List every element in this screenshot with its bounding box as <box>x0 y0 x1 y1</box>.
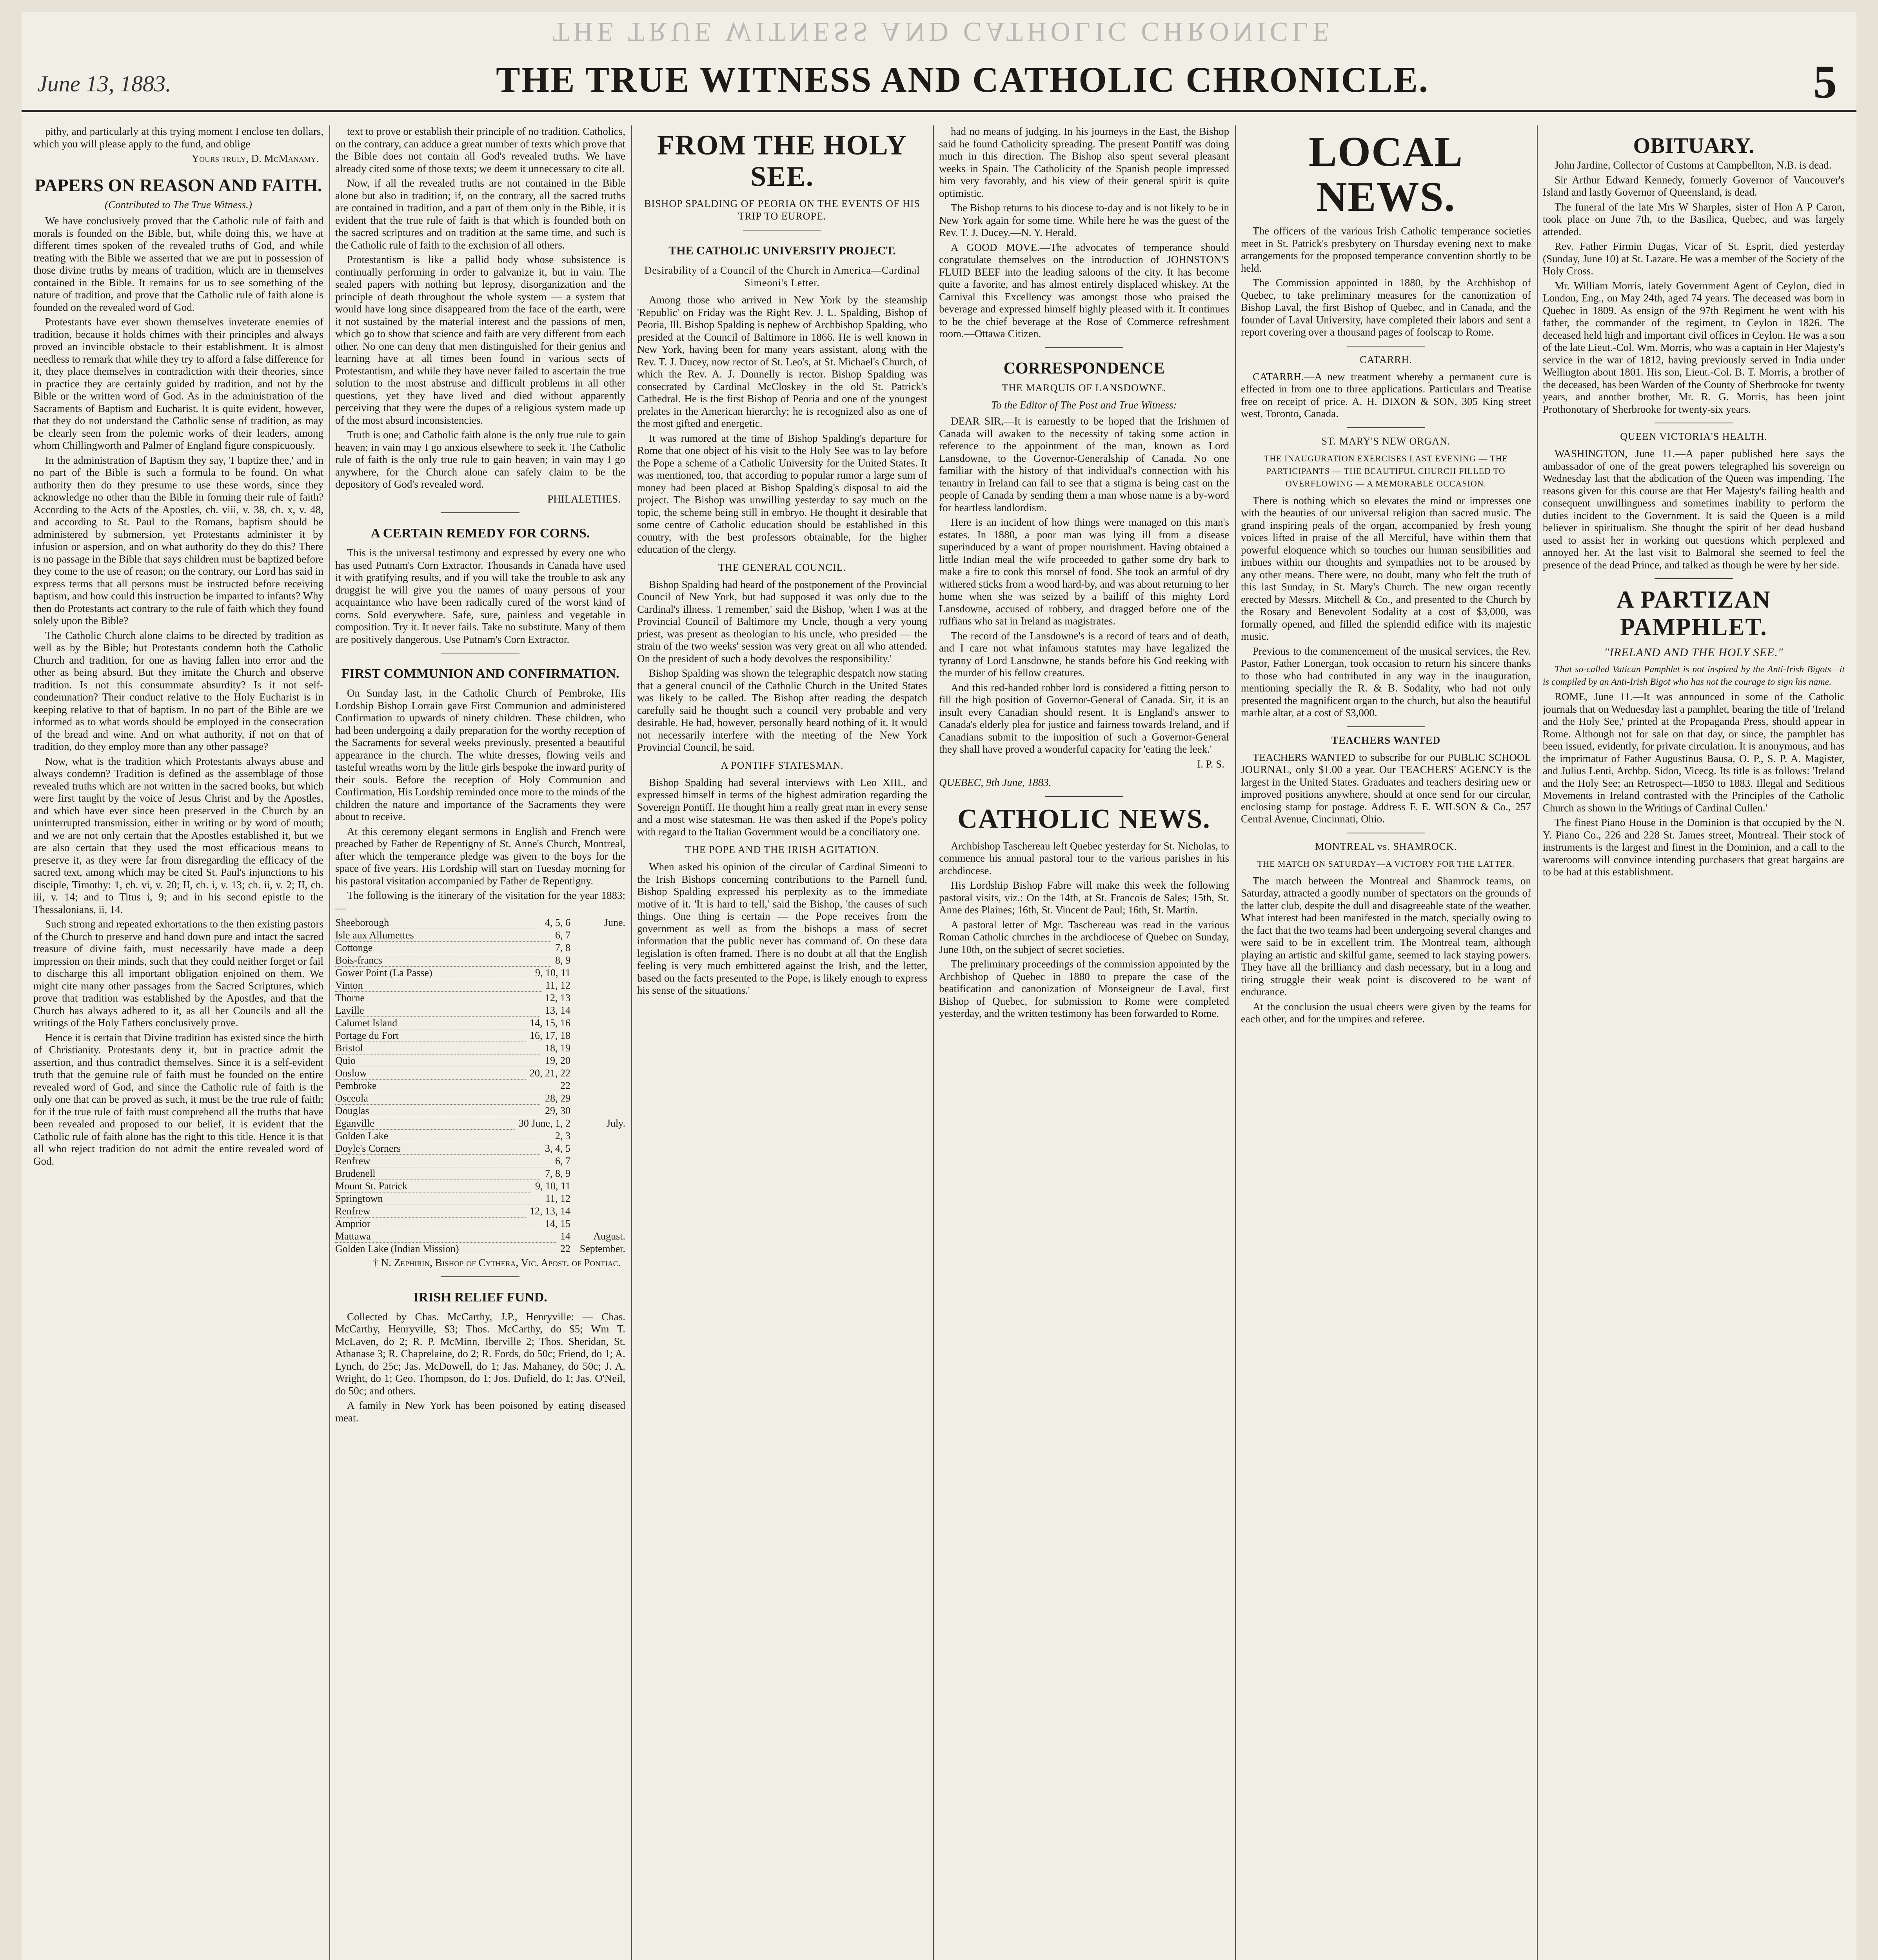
itinerary-month: September. <box>579 1243 625 1254</box>
itinerary-month <box>574 1130 625 1142</box>
article-heading: THE MARQUIS OF LANSDOWNE. <box>1002 382 1166 394</box>
itinerary-place: Isle aux Allumettes <box>335 929 551 942</box>
article-subheading: BISHOP SPALDING OF PEORIA ON THE EVENTS OF HIS TRIP TO EUROPE. <box>644 198 920 222</box>
itinerary-month <box>574 942 625 954</box>
itinerary-dates: 7, 8, 9 <box>545 1168 570 1179</box>
paragraph: The record of the Lansdowne's is a record of tears and of death, and I care not what infamous statutes may have legalized the tyranny of Lord Lansdowne, he stands before his God reeking with the murder of his fellow creatures. <box>939 630 1229 679</box>
paragraph: On Sunday last, in the Catholic Church of Pembroke, His Lordship Bishop Lorrain gave First Communion and administered Confirmation to upwards of ninety children. These children, who had been undergoing a daily preparation for the worthy reception of the Sacraments for several weeks previously, presented a beautiful appearance in the church. The white dresses, flowing veils and tasteful wreaths worn by the little girls bespoke the inward purity of their souls. Before the reception of Holy Communion and Confirmation, His Lordship reminded once more to the minds of the children the nature and importance of the Sacraments they were about to receive. <box>335 687 625 822</box>
paragraph: Rev. Father Firmin Dugas, Vicar of St. Esprit, died yesterday (Sunday, June 10) at St. Lazare. He was a member of the Society of the Holy Cross. <box>1543 240 1845 277</box>
itinerary-month <box>574 1155 625 1167</box>
column-4 <box>939 125 1229 1960</box>
itinerary-dates: 6, 7 <box>555 929 570 941</box>
itinerary-row <box>335 1054 625 1067</box>
itinerary-month <box>574 1167 625 1180</box>
itinerary-row <box>335 916 625 929</box>
paragraph: His Lordship Bishop Fabre will make this week the following pastoral visits, viz.: On the 14th, at St. Francois de Sales; 15th, St. Anne des Plaines; 16th, St. Vincent de Paul; 16th, St. Martin. <box>939 879 1229 916</box>
paragraph: The match between the Montreal and Shamrock teams, on Saturday, attracted a goodly number of spectators on the grounds of the latter club, despite the dull and disagreeable state of the weather. What interest had been manifested in the match, specially owing to the fact that the two teams had been undergoing several changes and were said to be in excellent trim. The Montreal team, although playing an artistic and skilful game, seemed to lack staying powers. They have all the brilliancy and dash necessary, but in a long and tiring struggle their weak point is discovered to be want of endurance. <box>1241 875 1531 998</box>
section-heading: THE CATHOLIC UNIVERSITY PROJECT. <box>668 244 896 257</box>
column-rule <box>329 125 330 1960</box>
itinerary-place: Doyle's Corners <box>335 1142 541 1155</box>
section-subheading: Desirability of a Council of the Church in America—Cardinal Simeoni's Letter. <box>644 265 920 289</box>
itinerary-dates: 4, 5, 6 <box>545 917 570 928</box>
itinerary-month <box>574 979 625 992</box>
paragraph: The officers of the various Irish Catholic temperance societies meet in St. Patrick's presbytery on Thursday evening next to make arrangements for the proposed temperance convention shortly to be held. <box>1241 225 1531 274</box>
itinerary-place: Mount St. Patrick <box>335 1180 531 1192</box>
itinerary-row <box>335 1180 625 1192</box>
paragraph: Hence it is certain that Divine tradition has existed since the birth of Christianity. Protestants deny it, but in practice admit the assertion, and thus contradict themselves. Since it is a self-evident truth that the genuine rule of faith must be founded on the entire revealed word of God, and since the Catholic rule of faith is the only one that can be proved as such, it must be the true rule of faith; for if the true rule of faith must comprehend all the truths that have been revealed and proposed to our belief, it is evident that the Catholic rule of faith alone has the right to this title. Hence it is that all who reject tradition do not admit the entire revealed word of God. <box>33 1031 323 1167</box>
itinerary-dates: 18, 19 <box>545 1042 570 1054</box>
itinerary-month <box>574 1105 625 1117</box>
itinerary-place: Bois-francs <box>335 954 551 967</box>
paragraph: A family in New York has been poisoned by eating diseased meat. <box>335 1399 625 1424</box>
paragraph: In the administration of Baptism they say, 'I baptize thee,' and in no part of the Bible is such a formula to be found. On what authority then do they presume to use these words, since they acknowledge no other than the Bible in forming their rule of faith? According to the Acts of the Apostles, ch. viii, v. 38, ch. x, v. 48, and according to St. Paul to the Romans, baptism should be administered by submersion, yet Protestants administer it by infusion or aspersion, and on what authority do they do this? There is no passage in the Bible that says children must be baptized before they come to the use of reason; on the contrary, our Lord has said in express terms that all persons must be instructed before receiving baptism, and how could this instruction be imparted to infants? Why then do Protestants act contrary to the rule of faith which they found solely upon the Bible? <box>33 454 323 626</box>
itinerary-row <box>335 1092 625 1105</box>
itinerary-row <box>335 954 625 967</box>
itinerary-month <box>574 1067 625 1080</box>
column-3 <box>637 125 927 1960</box>
section-heading: CORRESPONDENCE <box>1003 359 1165 377</box>
itinerary-table <box>335 916 625 1255</box>
column-5 <box>1241 125 1531 1960</box>
paragraph: It was rumored at the time of Bishop Spalding's departure for Rome that one object of his visit to the Holy See was to lay before the Pope a scheme of a Catholic University for the United States. It was mentioned, too, that according to popular rumor a large sum of money had been placed at Bishop Spalding's disposal to aid the project. The Bishop was unwilling yesterday to say much on the topic, the scheme being still in embryo. He thought it desirable that some centre of Catholic education should be established in this country, with the best professors obtainable, for the higher education of the clergy. <box>637 432 927 555</box>
paragraph: DEAR SIR,—It is earnestly to be hoped that the Irishmen of Canada will awaken to the necessity of taking some action in reference to the appointment of the man, known as Lord Lansdowne, to the Governor-Generalship of Canada. No one familiar with the history of that individual's connection with his tenantry in Ireland can fail to see that a stigma is being cast on the people of Canada by sending them a man whose name is a by-word for heartless landlordism. <box>939 415 1229 514</box>
itinerary-place: Thorne <box>335 992 541 1004</box>
paragraph: text to prove or establish their principle of no tradition. Catholics, on the contrary, can adduce a great number of texts which prove that the Bible does not contain all God's revealed truths. We have already cited some of those texts; we deem it unnecessary to cite all. <box>335 125 625 174</box>
itinerary-row <box>335 1243 625 1255</box>
column-rule <box>1235 125 1236 1960</box>
paragraph: ROME, June 11.—It was announced in some of the Catholic journals that on Wednesday last a pamphlet, bearing the title of 'Ireland and the Holy See,' printed at the Propaganda Press, should appear in Rome. Although not for sale on that day, or since, the pamphlet has been issued, evidently, for private circulation. It is anonymous, and has the imprimatur of Father Augustinus Bausa, O. P., S. P. A. Magister, and Julius Lenti, Archbp. Sidon, Vicecg. Its title is as follows: 'Ireland and the Holy See; an Retrospect—1850 to 1883. Illegal and Seditious Movements in Ireland contrasted with the Principles of the Catholic Church as shown in the Writings of Cardinal Cullen.' <box>1543 691 1845 814</box>
masthead <box>22 12 1856 112</box>
itinerary-row <box>335 1105 625 1117</box>
paragraph: Here is an incident of how things were managed on this man's estates. In 1880, a poor man was lying ill from a disease superinduced by a want of proper nourishment. Having obtained a little Indian meal the wife proceeded to gather some dry bark to make a fire to cook this morsel of food. She took an armful of dry withered sticks from a wood hard-by, and was about returning to her home when she was seized by a bailiff of this mighty Lord Lansdowne, accused of robbery, and dragged before one of the ruffians who sat in Ireland as magistrates. <box>939 516 1229 627</box>
itinerary-place: Pembroke <box>335 1080 556 1092</box>
itinerary-place: Bristol <box>335 1042 541 1054</box>
divider <box>1655 578 1733 579</box>
itinerary-place: Gower Point (La Passe) <box>335 967 531 979</box>
itinerary-place: Golden Lake <box>335 1130 551 1142</box>
divider <box>1347 346 1425 347</box>
column-2 <box>335 125 625 1960</box>
paragraph: The Commission appointed in 1880, by the Archbishop of Quebec, to take preliminary measures for the canonization of Bishop Laval, the first Bishop of Quebec, and in Canada, and the founder of Laval University, have completed their labors and sent a report covering over a thousand pages of foolscap to Rome. <box>1241 277 1531 338</box>
article-heading: ST. MARY'S NEW ORGAN. <box>1321 435 1451 447</box>
bleed-through-text: THE TRUE WITNESS AND CATHOLIC CHRONICLE <box>552 16 1333 47</box>
paragraph: Now, what is the tradition which Protestants always abuse and always condemn? Tradition is defined as the assemblage of those revealed truths which are not written in the sacred books, but which were first taught by the voice of Jesus Christ and by the Apostles, and which have ever since been preserved in the Church by an uninterrupted transmission, either in writing or by word of mouth; and we are not only certain that the Apostles established it, but we are also certain that they used the most efficacious means to preserve it, as they were far from disregarding the efficacy of the sacred text, among which may be cited St. Paul's injunctions to his disciple, Timothy: 1, ch. vi, v. 20; II, ch. i, v. 13; ch. ii, v. 2; II, ch. iii, v. 14; and to Titus i, 9; and in his second epistle to the Thessalonians, ii, 14. <box>33 755 323 915</box>
itinerary-dates: 14 <box>560 1230 570 1242</box>
paragraph: pithy, and particularly at this trying moment I enclose ten dollars, which you will please apply to the fund, and oblige <box>33 125 323 150</box>
divider <box>441 1276 519 1277</box>
itinerary-month <box>574 1029 625 1042</box>
article-heading: PAPERS ON REASON AND FAITH. <box>35 175 322 195</box>
itinerary-row <box>335 1017 625 1029</box>
itinerary-row <box>335 942 625 954</box>
itinerary-month <box>574 954 625 967</box>
itinerary-row <box>335 979 625 992</box>
paragraph: When asked his opinion of the circular of Cardinal Simeoni to the Irish Bishops concerning contributions to the Parnell fund, Bishop Spalding expressed his perplexity as to the immediate motive of it. 'It is hard to tell,' said the Bishop, 'the causes of such things. One thing is certain — the Pope receives from the government as well as from the bishops a mass of secret information that the public never has command of. On these data legislation is often framed. There is no doubt at all that the English feeling is very much embittered against the Irish, and the letter, based on the facts presented to the Pope, is likely enough to express his sense of the situations.' <box>637 861 927 996</box>
column-1 <box>33 125 323 1960</box>
itinerary-place: Laville <box>335 1004 541 1017</box>
paragraph: had no means of judging. In his journeys in the East, the Bishop said he found Catholicity spreading. The present Pontiff was doing much in this direction. The Bishop also spent several pleasant weeks in Spain. The Catholicity of the Spanish people impressed him very favorably, and his view of their general spirit is quite optimistic. <box>939 125 1229 199</box>
itinerary-dates: 8, 9 <box>555 955 570 966</box>
dateline: QUEBEC, 9th June, 1883. <box>939 777 1052 788</box>
paragraph: The following is the itinerary of the visitation for the year 1883:— <box>335 889 625 914</box>
itinerary-place: Douglas <box>335 1105 541 1117</box>
itinerary-dates: 13, 14 <box>545 1005 570 1016</box>
itinerary-month <box>574 1080 625 1092</box>
paragraph: Now, if all the revealed truths are not contained in the Bible alone but also in tradition; if, on the contrary, all the sacred truths are contained in tradition, and a part of them only in the Bible, it is evident that the true rule of faith is that which is founded both on the sacred scriptures and on tradition at the same time, and such is the Catholic rule of faith to the exclusion of all others. <box>335 177 625 251</box>
paragraph: The Bishop returns to his diocese to-day and is not likely to be in New York again for some time. While here he was the guest of the Rev. T. J. Ducey.—N. Y. Herald. <box>939 202 1229 238</box>
itinerary-dates: 12, 13, 14 <box>530 1205 570 1217</box>
issue-date: June 13, 1883. <box>37 71 171 96</box>
column-rule <box>933 125 934 1960</box>
itinerary-place: Mattawa <box>335 1230 556 1243</box>
itinerary-place: Onslow <box>335 1067 526 1080</box>
itinerary-dates: 29, 30 <box>545 1105 570 1116</box>
itinerary-dates: 19, 20 <box>545 1055 570 1066</box>
divider <box>1045 796 1123 797</box>
itinerary-place: Amprior <box>335 1218 541 1230</box>
paragraph: This is the universal testimony and expressed by every one who has used Putnam's Corn Extractor. Thousands in Canada have used it with gratifying results, and if you will take the trouble to ask any druggist he will give you the names of many persons of your acquaintance who have been radically cured of the worst kind of corns. Sold everywhere. Safe, sure, painless and vegetable in composition. Try it. It never fails. Take no substitute. Many of them are positively dangerous. Use Putnam's Corn Extractor. <box>335 547 625 645</box>
advert-text: TEACHERS WANTED to subscribe for our PUBLIC SCHOOL JOURNAL, only $1.00 a year. Our TEACHERS' AGENCY is the largest in the United States. Graduates and teachers desiring new or improved positions anywhere, should at once send for our circular, enclosing stamp for postage. Address F. E. WILSON & Co., 257 Central Avenue, Cincinnati, Ohio. <box>1241 751 1531 825</box>
itinerary-dates: 9, 10, 11 <box>535 1180 570 1192</box>
article-heading: A CERTAIN REMEDY FOR CORNS. <box>371 526 590 541</box>
itinerary-row <box>335 1218 625 1230</box>
byline: (Contributed to The True Witness.) <box>105 198 252 211</box>
article-heading: FROM THE HOLY SEE. <box>657 129 908 192</box>
paragraph: At the conclusion the usual cheers were given by the teams for each other, and for the umpires and referee. <box>1241 1000 1531 1025</box>
column-rule <box>631 125 632 1960</box>
paragraph: Previous to the commencement of the musical services, the Rev. Pastor, Father Lonergan, took occasion to return his sincere thanks to those who had contributed in any way in the inauguration, mentioning specially the R. & B. Sodality, who had not only presented the magnificent organ to the church, but also the beautiful marble altar, at a cost of $3,000. <box>1241 645 1531 719</box>
section-heading: LOCAL NEWS. <box>1308 129 1464 220</box>
signature: I. P. S. <box>1197 758 1224 770</box>
itinerary-place: Vinton <box>335 979 541 992</box>
paragraph: The preliminary proceedings of the commission appointed by the Archbishop of Quebec in 1880 to prepare the case of the beatification and canonization of Monseigneur de Laval, first Bishop of Quebec, for submission to Rome were completed yesterday, and the written testimony has been forwarded to Rome. <box>939 958 1229 1019</box>
itinerary-row <box>335 1155 625 1167</box>
itinerary-month <box>574 1192 625 1205</box>
itinerary-row <box>335 1167 625 1180</box>
itinerary-place: Brudenell <box>335 1167 541 1180</box>
itinerary-month <box>574 1180 625 1192</box>
signature: Yours truly, D. McManamy. <box>191 152 319 164</box>
column-rule <box>1537 125 1538 1960</box>
itinerary-row <box>335 1067 625 1080</box>
itinerary-row <box>335 1142 625 1155</box>
itinerary-dates: 7, 8 <box>555 942 570 953</box>
divider <box>441 512 519 513</box>
article-heading: CATARRH. <box>1360 354 1412 365</box>
paragraph: Archbishop Taschereau left Quebec yesterday for St. Nicholas, to commence his annual pastoral tour to the various parishes in his archdiocese. <box>939 840 1229 877</box>
newspaper-title: THE TRUE WITNESS AND CATHOLIC CHRONICLE. <box>496 60 1429 100</box>
section-subheading: THE GENERAL COUNCIL. <box>718 561 846 573</box>
article-heading: IRISH RELIEF FUND. <box>413 1290 547 1305</box>
divider <box>1045 347 1123 348</box>
itinerary-row <box>335 1192 625 1205</box>
paragraph: The finest Piano House in the Dominion is that occupied by the N. Y. Piano Co., 226 and 228 St. James street, Montreal. Their stock of instruments is the largest and finest in the Dominion, and a call to the warerooms will convince intending purchasers that great bargains are to be had at this establishment. <box>1543 817 1845 878</box>
itinerary-dates: 12, 13 <box>545 992 570 1004</box>
itinerary-row <box>335 1042 625 1054</box>
itinerary-month: July. <box>606 1118 625 1129</box>
letter-address: To the Editor of The Post and True Witness: <box>991 399 1177 411</box>
paragraph: Collected by Chas. McCarthy, J.P., Henryville: — Chas. McCarthy, Henryville, $3; Thos. McCarthy, do $5; Wm T. McLaven, do 2; R. P. McMinn, Iberville 2; Thos. Sheridan, St. Athanase 3; R. Chaprelaine, do 2; R. Fords, do 50c; Friend, do 1; A. Lynch, do 25c; Jas. McDowell, do 1; Jas. Mahaney, do 50c; J. A. Wright, do 1; Geo. Thompson, do 1; Jos. Dufield, do 1; Jas. O'Neil, do 50c; and others. <box>335 1310 625 1397</box>
itinerary-place: Cottonge <box>335 942 551 954</box>
section-heading: OBITUARY. <box>1633 134 1754 158</box>
article-heading: A PARTIZAN PAMPHLET. <box>1616 586 1771 641</box>
itinerary-place: Calumet Island <box>335 1017 526 1029</box>
signature: PHILALETHES. <box>547 493 621 505</box>
section-subheading: A PONTIFF STATESMAN. <box>721 759 844 771</box>
itinerary-month <box>574 1054 625 1067</box>
paragraph: The funeral of the late Mrs W Sharples, sister of Hon A P Caron, took place on June 7th, to the Basilica, Quebec, and was largely attended. <box>1543 201 1845 238</box>
itinerary-dates: 22 <box>560 1080 570 1091</box>
itinerary-place: Golden Lake (Indian Mission) <box>335 1243 556 1255</box>
itinerary-dates: 3, 4, 5 <box>545 1143 570 1154</box>
newspaper-page <box>22 12 1856 1960</box>
paragraph: Truth is one; and Catholic faith alone is the only true rule to gain heaven; in vain may I go anxious elsewhere to seek it. The Catholic rule of faith is the only true rule to gain heaven; in vain may I go anywhere, for the Church alone can safely claim to be the depository of God's revealed word. <box>335 429 625 490</box>
section-heading: CATHOLIC NEWS. <box>957 804 1211 834</box>
article-heading: QUEEN VICTORIA'S HEALTH. <box>1620 431 1767 442</box>
itinerary-row <box>335 967 625 979</box>
itinerary-place: Renfrew <box>335 1205 526 1218</box>
itinerary-month: August. <box>593 1230 625 1242</box>
itinerary-dates: 30 June, 1, 2 <box>518 1118 570 1129</box>
paragraph: Sir Arthur Edward Kennedy, formerly Governor of Vancouver's Island and lastly Governor of Queensland, is dead. <box>1543 174 1845 198</box>
section-subheading: THE POPE AND THE IRISH AGITATION. <box>685 844 879 855</box>
itinerary-place: Eganville <box>335 1117 515 1130</box>
itinerary-month <box>574 967 625 979</box>
paragraph: We have conclusively proved that the Catholic rule of faith and morals is founded on the Bible, but, while doing this, we have at different times spoken of the revealed truths of God, and while treating with the Bible we asserted that we are put in possession of those divine truths by means of tradition, which are in themselves contained in the Bible. It remains for us to see something of the nature of tradition, and prove that the Catholic rule of faith alone is founded on the revealed word of God. <box>33 215 323 313</box>
itinerary-month <box>574 1142 625 1155</box>
paragraph: Protestants have ever shown themselves inveterate enemies of tradition, because it holds chimes with their principles and always proved an invincible obstacle to their establishment. It is almost needless to remark that while they try to afford a false difference for it, they place themselves in contradiction with their theories, since in practice they are certainly guided by tradition, and not by the Bible or the written word of God. As in the administration of the Sacraments of Baptism and Eucharist. It is quite evident, however, that they do not understand the Catholic sense of tradition, as may be clearly seen from the polemic works of their leaders, among whom Chillingworth and Palmer of England figure conspicuously. <box>33 316 323 451</box>
itinerary-month <box>574 1205 625 1218</box>
paragraph: A GOOD MOVE.—The advocates of temperance should congratulate themselves on the introduction of JOHNSTON'S FLUID BEEF into the leading saloons of the city. It has become quite a favorite, and has almost entirely displaced whiskey. At the Carnival this Excellency was amongst those who praised the beverage and expressed himself highly pleased with it. It continues to be the chief beverage at the Rose of Commerce refreshment room.—Ottawa Citizen. <box>939 241 1229 339</box>
itinerary-row <box>335 929 625 942</box>
itinerary-month <box>574 1017 625 1029</box>
signature: † N. Zephirin, Bishop of Cythera, Vic. Apost. of Pontiac. <box>373 1257 621 1269</box>
itinerary-dates: 14, 15 <box>545 1218 570 1229</box>
paragraph: Among those who arrived in New York by the steamship 'Republic' on Friday was the Right Rev. J. L. Spalding, Bishop of Peoria, Ill. Bishop Spalding is nephew of Archbishop Spalding, who presided at the Council of Baltimore in 1866. He is well known in New York, having been for many years assistant, along with the Rev. T. J. Ducey, now rector of St. Leo's, at St. Michael's Church, of which the Rev. A. J. Donnelly is rector. Bishop Spalding was consecrated by Cardinal McCloskey in the old St. Patrick's Cathedral. He is the first Bishop of Peoria and one of the youngest prelates in the American hierarchy; he is recognized also as one of the most gifted and energetic. <box>637 294 927 429</box>
article-heading: FIRST COMMUNION AND CONFIRMATION. <box>341 666 619 681</box>
itinerary-dates: 28, 29 <box>545 1093 570 1104</box>
itinerary-place: Osceola <box>335 1092 541 1105</box>
itinerary-row <box>335 1205 625 1218</box>
article-deck: That so-called Vatican Pamphlet is not inspired by the Anti-Irish Bigots—it is compiled by an Anti-Irish Bigot who has not the courage to sign his name. <box>1543 664 1845 687</box>
paragraph: There is nothing which so elevates the mind or impresses one with the beauties of our universal religion than sacred music. The grand inspiring peals of the organ, accompanied by fresh young voices lifted in praise of the all Merciful, have within them that powerful eloquence which so touches our human sensibilities and imbues within our thoughts and sympathies not to be aroused by any other means. There were, no doubt, many who felt the truth of this last Sunday, in St. Mary's Church. The new organ recently erected by Messrs. Mitchell & Co., and presented to the Church by the Rosary and Benevolent Sodality at a cost of $3,000, was formally opened, and filled the splendid edifice with its majestic music. <box>1241 494 1531 642</box>
itinerary-dates: 2, 3 <box>555 1130 570 1142</box>
article-subheading: THE INAUGURATION EXERCISES LAST EVENING — THE PARTICIPANTS — THE BEAUTIFUL CHURCH FILLED TO OVERFLOWING — A MEMORABLE OCCASION. <box>1264 453 1508 488</box>
article-subheading: "IRELAND AND THE HOLY SEE." <box>1604 646 1784 659</box>
paragraph: A pastoral letter of Mgr. Taschereau was read in the various Roman Catholic churches in the archdiocese of Quebec on Sunday, June 10th, on the subject of secret societies. <box>939 918 1229 955</box>
itinerary-row <box>335 1080 625 1092</box>
itinerary-month: June. <box>604 917 625 928</box>
paragraph: Protestantism is like a pallid body whose subsistence is continually performing in order to galvanize it, but in vain. The sealed papers with nothing but leprosy, disorganization and the principle of death throughout the whole system — a system that would have long since disappeared from the face of the earth, were it not sustained by the material interest and the passions of men, which go to show that science and faith are very different from each other. No one can deny that men distinguished for their genius and learning have at all times been found in various sects of Protestantism, and while they have never failed to ascertain the true solution to the most abstruse and difficult problems in all other questions, yet they have lived and died without apparently perceiving that they were the dupes of a religious system made up of the most absurd inconsistencies. <box>335 254 625 426</box>
itinerary-row <box>335 1029 625 1042</box>
itinerary-month <box>574 1218 625 1230</box>
advert-heading: TEACHERS WANTED <box>1331 734 1441 746</box>
itinerary-row <box>335 1230 625 1243</box>
article-heading: MONTREAL vs. SHAMROCK. <box>1315 840 1457 852</box>
itinerary-dates: 14, 15, 16 <box>530 1017 570 1029</box>
paragraph: John Jardine, Collector of Customs at Campbellton, N.B. is dead. <box>1555 159 1832 171</box>
itinerary-month <box>574 929 625 942</box>
itinerary-row <box>335 992 625 1004</box>
itinerary-dates: 20, 21, 22 <box>530 1067 570 1079</box>
itinerary-place: Sheeborough <box>335 916 541 929</box>
paragraph: Bishop Spalding had heard of the postponement of the Provincial Council of New York, but had supposed it was only due to the Cardinal's illness. 'I remember,' said the Bishop, 'when I was at the Provincial Council of Baltimore my Uncle, though a very young priest, was present as theologian to his uncle, who presided — the strain of the two weeks' session was very great on all who attended. On the president of such a body devolves the responsibility.' <box>637 578 927 664</box>
itinerary-month <box>574 992 625 1004</box>
itinerary-row <box>335 1130 625 1142</box>
itinerary-dates: 11, 12 <box>545 980 570 991</box>
itinerary-place: Quio <box>335 1054 541 1067</box>
article-subheading: THE MATCH ON SATURDAY—A VICTORY FOR THE LATTER. <box>1257 858 1515 869</box>
itinerary-place: Portage du Fort <box>335 1029 526 1042</box>
paragraph: Bishop Spalding had several interviews with Leo XIII., and expressed himself in terms of the highest admiration regarding the Sovereign Pontiff. He thought him a really great man in every sense and a most wise statesman. He was then asked if the Pope's policy with regard to the Italian Government would be a conciliatory one. <box>637 776 927 838</box>
paragraph: Such strong and repeated exhortations to the then existing pastors of the Church to preserve and hand down pure and intact the sacred treasure of divine faith, must necessarily have made a deep impression on their minds, such that they could neither forget or fail to discharge this all important obligation enjoined on them. We might cite many other passages from the Sacred Scriptures, which prove that tradition was established by the Apostles, and that the Church has always adhered to it, as all her Councils and all the writings of the Holy Fathers conclusively prove. <box>33 918 323 1029</box>
itinerary-place: Renfrew <box>335 1155 551 1167</box>
itinerary-month <box>574 1042 625 1054</box>
itinerary-dates: 9, 10, 11 <box>535 967 570 978</box>
paragraph: Mr. William Morris, lately Government Agent of Ceylon, died in London, Eng., on May 24th, aged 74 years. The deceased was born in Quebec in 1809. As ensign of the 97th Regiment he went with his father, the commander of the regiment, to Ceylon in 1826. The deceased held high and important civil offices in Ceylon. He was a son of the late Lieut.-Col. Wm. Morris, who was a captain in Her Majesty's service in the war of 1812, having previously served in India under Wellington about 1801. His son, Lieut.-Col. B. T. Morris, a brother of the deceased, has been Warden of the County of Sherbrooke for twenty years, and another brother, Mr. R. G. Morris, has been joint Prothonotary of Sherbrooke for twenty-six years. <box>1543 279 1845 415</box>
itinerary-row <box>335 1117 625 1130</box>
paragraph: CATARRH.—A new treatment whereby a permanent cure is effected in from one to three applications. Particulars and Treatise free on receipt of price. A. H. DIXON & SON, 305 King street west, Toronto, Canada. <box>1241 370 1531 419</box>
page-number: 5 <box>1813 56 1837 108</box>
paragraph: WASHINGTON, June 11.—A paper published here says the ambassador of one of the great powers telegraphed his sovereign on Wednesday last that the abdication of the Queen was impending. The reasons given for this course are that Her Majesty's failing health and consequent unwillingness and sometimes inability to perform the duties incident to the Government. It is said the Queen is a mild believer in spiritualism. She thought the spirit of her dead husband used to assist her in working out questions which perplexed and annoyed her. At the last visit to Balmoral she seemed to feel the presence of the dead Prince, and talked as though he were by her side. <box>1543 448 1845 571</box>
itinerary-row <box>335 1004 625 1017</box>
divider <box>1347 726 1425 727</box>
divider <box>1347 427 1425 428</box>
itinerary-dates: 11, 12 <box>545 1193 570 1204</box>
itinerary-dates: 6, 7 <box>555 1155 570 1167</box>
paragraph: The Catholic Church alone claims to be directed by tradition as well as by the Bible; but Protestants condemn both the Catholic Church and tradition, for one as having fallen into error and the other as being absurd. But they imitate the Church and observe tradition. Is not this consummate absurdity? Is it not self-condemnation? Their conduct relative to the Holy Eucharist is in keeping relative to that of baptism. In no part of the Bible are we informed as to what words should be employed in the consecration of the bread and wine. And on what authority, if not on that of tradition, do they employ more than any other passage? <box>33 629 323 752</box>
itinerary-dates: 22 <box>560 1243 570 1254</box>
paragraph: And this red-handed robber lord is considered a fitting person to fill the high position of Governor-General of Canada. Sir, it is an insult every Canadian should resent. It is England's answer to Canada's elderly plea for justice and fairness towards Ireland, and if Canadians submit to the imposition of such a Governor-General they shall have proved a wonderful capacity for 'eating the leek.' <box>939 681 1229 755</box>
itinerary-month <box>574 1004 625 1017</box>
column-6 <box>1543 125 1845 1960</box>
itinerary-dates: 16, 17, 18 <box>530 1030 570 1041</box>
itinerary-month <box>574 1092 625 1105</box>
paragraph: Bishop Spalding was shown the telegraphic despatch now stating that a general council of the Catholic Church in the United States was likely to be called. The Bishop after reading the despatch carefully said he thought such a council very probable and very desirable. He had, however, personally heard nothing of it. It would not necessarily interfere with the meeting of the New York Provincial Council, he said. <box>637 667 927 753</box>
itinerary-place: Springtown <box>335 1192 541 1205</box>
paragraph: At this ceremony elegant sermons in English and French were preached by Father de Repentigny of St. Anne's Church, Montreal, after which the temperance pledge was given to the boys for the space of five years. His Lordship will start on Tuesday morning for his pastoral visitation accompanied by Father de Repentigny. <box>335 825 625 887</box>
